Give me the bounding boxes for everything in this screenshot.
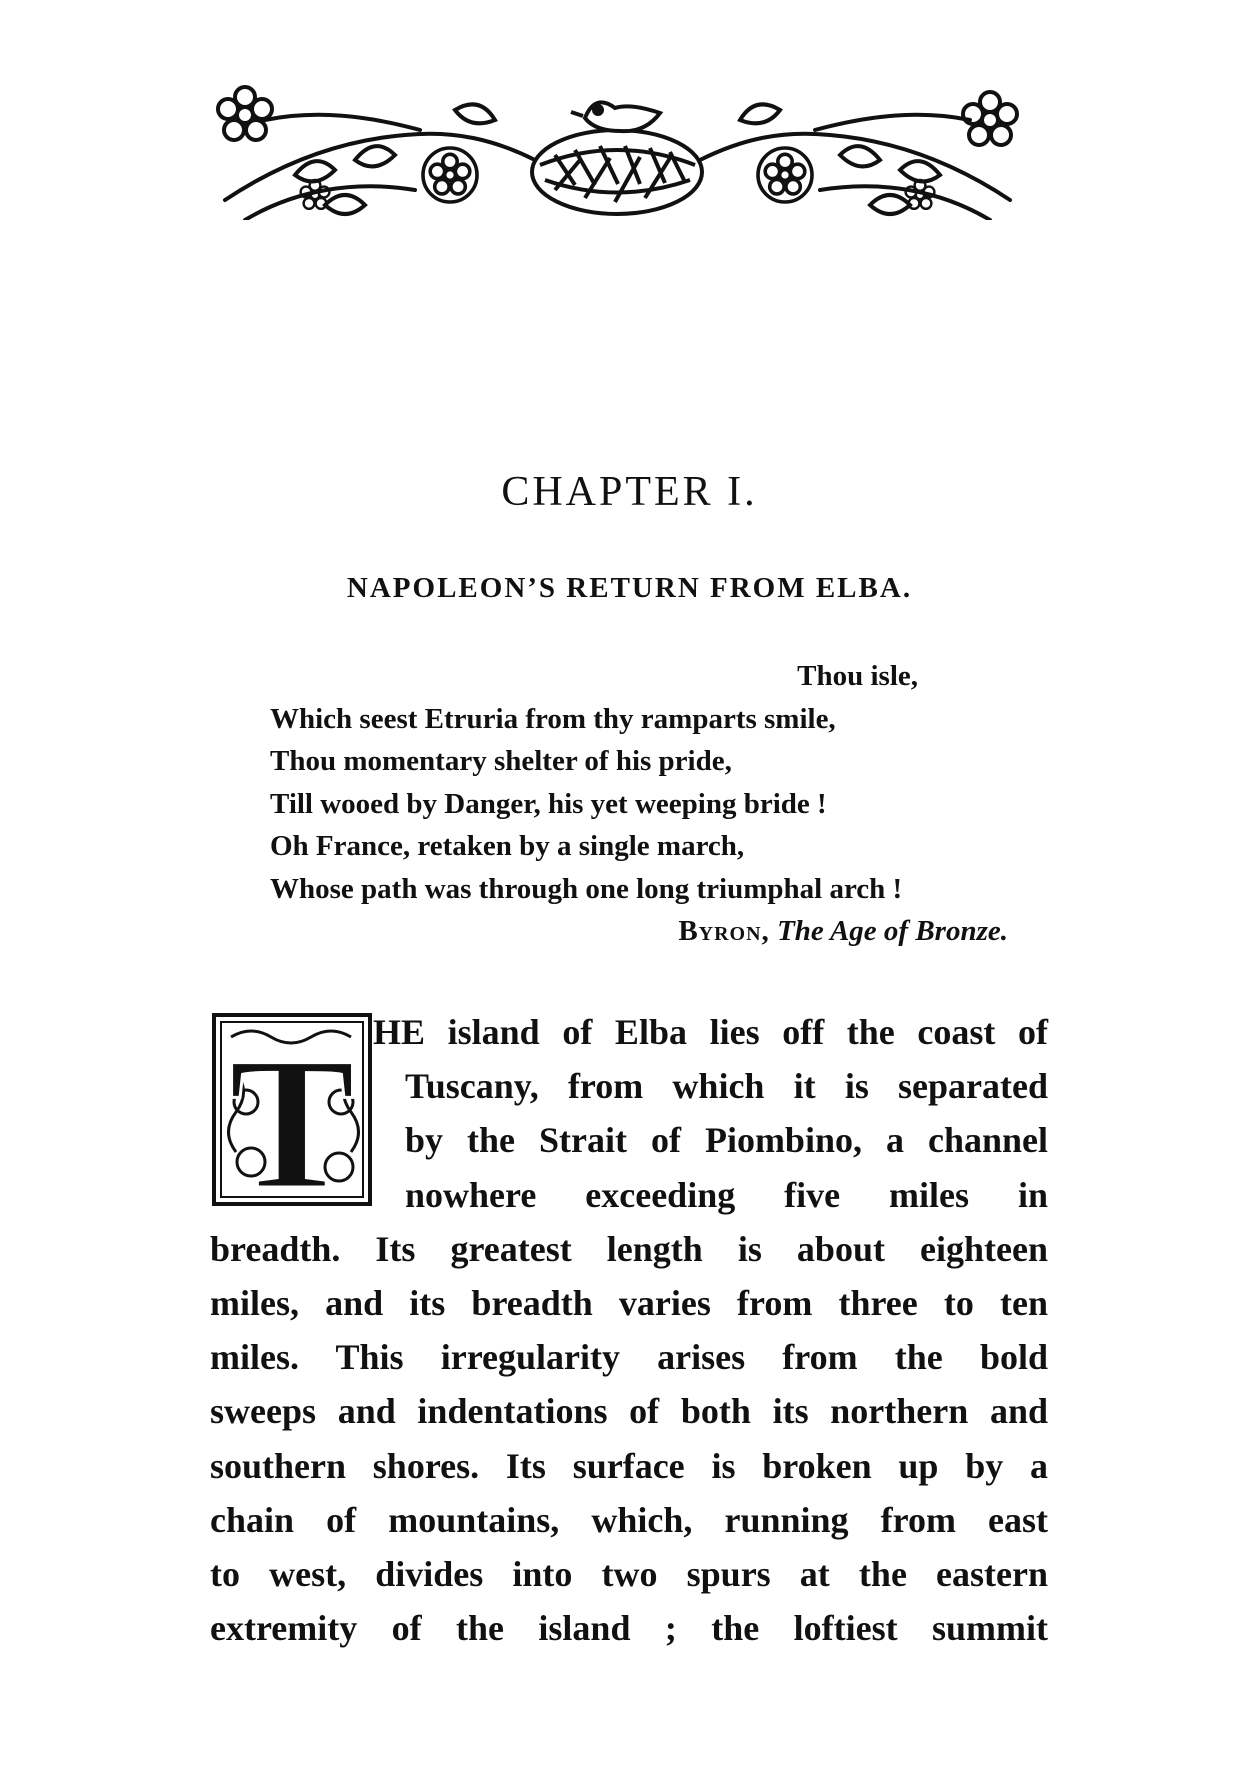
body-text [210,1005,1048,1655]
body-line: southern shores. Its surface is broken up by a [210,1445,1048,1486]
dropcap-glyph: T [228,1019,356,1207]
body-line: Tuscany, from which it is separated [405,1066,1048,1107]
body-line: breadth. Its greatest length is about eighteen [210,1228,1048,1269]
body-line: sweeps and indentations of both its northern and [210,1391,1048,1432]
attribution-work: The Age of Bronze. [777,915,1008,947]
floral-headpiece-ornament [205,80,1030,220]
chapter-title: CHAPTER I. [501,469,758,515]
body-line: miles, and its breadth varies from three to ten [210,1282,1048,1323]
body-line: chain of mountains, which, running from east [210,1499,1048,1540]
epigraph-line: Oh France, retaken by a single march, [270,830,745,862]
epigraph-line: Thou momentary shelter of his pride, [270,745,732,777]
epigraph-attribution [270,910,1010,953]
epigraph-line: Whose path was through one long triumphal arch ! [270,872,903,905]
body-line: HE island of Elba lies off the coast of [373,1012,1048,1052]
epigraph-line: Which seest Etruria from thy ramparts smile, [270,702,836,735]
body-line: nowhere exceeding five miles in [405,1174,1048,1215]
body-line: extremity of the island ; the loftiest summit [210,1608,1048,1649]
body-line: by the Strait of Piombino, a channel [405,1120,1048,1161]
attribution-author: Byron, [678,915,770,947]
body-line: miles. This irregularity arises from the bold [210,1337,1048,1378]
epigraph-line: Thou isle, [797,660,918,692]
epigraph-line: Till wooed by Danger, his yet weeping bride ! [270,787,827,820]
epigraph [270,655,1010,953]
body-line: to west, divides into two spurs at the eastern [210,1553,1048,1594]
chapter-subtitle: NAPOLEON’S RETURN FROM ELBA. [346,572,913,604]
